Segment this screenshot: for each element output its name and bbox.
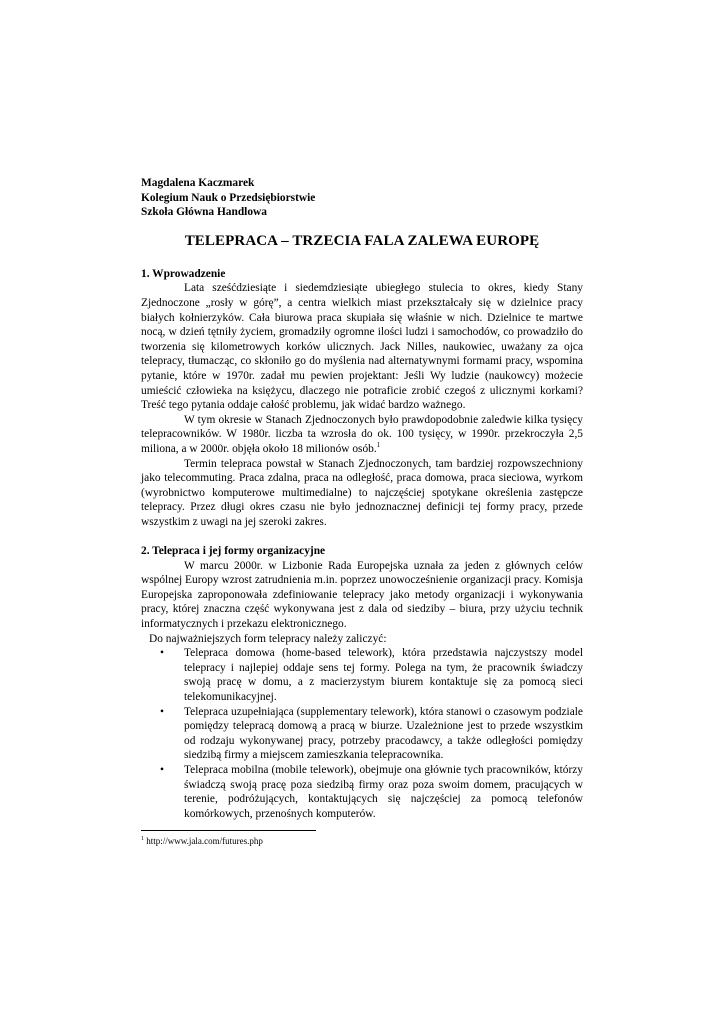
list-item — [141, 705, 583, 763]
footnote — [141, 836, 263, 847]
section-1-paragraph-3: Termin telepraca powstał w Stanach Zjednoczonych, tam bardziej rozpowszechniony jako telecommuting. Praca zdalna, praca na odległość, praca domowa, praca sieciowa, wyrkom (wyrobnictwo komputerowe multimedialne) to najczęściej spotykane określenia zastępcze telepracy. Przez długi okres czasu nie było jednoznacznej definicji tej formy pracy, przede wszystkim z uwagi na jej szeroki zakres. — [141, 457, 583, 528]
list-item-text: Telepraca mobilna (mobile telework), obejmuje ona głównie tych pracowników, którzy świadczą swoją pracę poza siedzibą firmy oraz poza swoim domem, pracujących w terenie, podróżujących, kontaktujących się najczęściej za pomocą telefonów komórkowych, przenośnych komputerów. — [184, 763, 583, 820]
author-name: Magdalena Kaczmarek — [141, 177, 255, 189]
bullet-icon: • — [160, 647, 164, 660]
section-2-heading: 2. Telepraca i jej formy organizacyjne — [141, 545, 326, 558]
footnote-number: 1 — [141, 836, 144, 842]
footnote-separator — [141, 830, 316, 831]
footnote-reference: 1 — [376, 441, 381, 450]
list-item-text: Telepraca domowa (home-based telework), która przedstawia najczystszy model telepracy i najlepiej oddaje sens tej formy. Polega na tym, że pracownik świadczy swoją pracę w domu, a z macierzystym biurem kontaktuje się za pomocą sieci telekomunikacyjnej. — [184, 647, 583, 703]
list-item-text: Telepraca uzupełniająca (supplementary telework), która stanowi o czasowym podziale pomiędzy telepracą domową a pracą w biurze. Uzależnione jest to przede wszystkim od rodzaju wykonywanej pracy, potrzeby pracodawcy, a także odległości pomiędzy siedzibą firmy a miejscem zamieszkania telepracownika. — [184, 705, 583, 762]
author-school: Szkoła Główna Handlowa — [141, 206, 267, 219]
section-2-list-lead: Do najważniejszych form telepracy należy zaliczyć: — [149, 632, 387, 645]
page-content — [141, 176, 583, 821]
footnote-text: http://www.jala.com/futures.php — [144, 836, 263, 846]
section-1-paragraph-1: Lata sześćdziesiąte i siedemdziesiąte ubiegłego stulecia to okres, kiedy Stany Zjednoczone „rosły w górę”, a centra wielkich miast przekształcały się w dzielnice pracy białych kołnierzyków. Cała biurowa praca skupiała się właśnie w nich. Dzielnice te martwe nocą, w dzień tętniły życiem, gromadziły ogromne ilości ludzi i samochodów, co prowadziło do tworzenia się kilometrowych korków ulicznych. Jack Nilles, naukowiec, uważany za ojca telepracy, tłumacząc, co skłoniło go do myślenia nad alternatywnymi formami pracy, wspomina pytanie, które w 1970r. zadał mu pewien projektant: Jeśli Wy ludzie (naukowcy) możecie umieścić człowieka na księżycu, dlaczego nie potraficie zrobić czegoś z ulicznymi korkami? Treść tego pytania oddaje całość problemu, jak widać bardzo ważnego. — [141, 282, 583, 412]
author-block — [141, 176, 583, 220]
author-department: Kolegium Nauk o Przedsiębiorstwie — [141, 191, 316, 204]
section-2-paragraph-1: W marcu 2000r. w Lizbonie Rada Europejska uznała za jeden z głównych celów wspólnej Europy wzrost zatrudnienia m.in. poprzez unowocześnienie organizacji pracy. Komisja Europejska zaproponowała zdefiniowanie telepracy jako metody organizacji i wykonywania pracy, której znaczna część wykonywana jest z dala od siedziby – biura, przy użyciu technik informatycznych i przekazu elektronicznego. — [141, 559, 583, 631]
telework-forms-list — [141, 646, 583, 821]
section-spacer — [141, 529, 583, 544]
section-1-heading: 1. Wprowadzenie — [141, 267, 226, 280]
list-item — [141, 646, 583, 704]
bullet-icon: • — [160, 763, 164, 776]
section-1-paragraph-2-text: W tym okresie w Stanach Zjednoczonych było prawdopodobnie zaledwie kilka tysięcy telepracowników. W 1980r. liczba ta wzrosła do ok. 100 tysięcy, w 1990r. przekroczyła 2,5 miliona, a w 2000r. objęła około 18 milionów osób. — [141, 413, 583, 455]
bullet-icon: • — [160, 705, 164, 718]
list-item — [141, 763, 583, 821]
section-1-paragraph-2 — [141, 413, 583, 457]
document-title: TELEPRACA – TRZECIA FALA ZALEWA EUROPĘ — [184, 232, 540, 249]
